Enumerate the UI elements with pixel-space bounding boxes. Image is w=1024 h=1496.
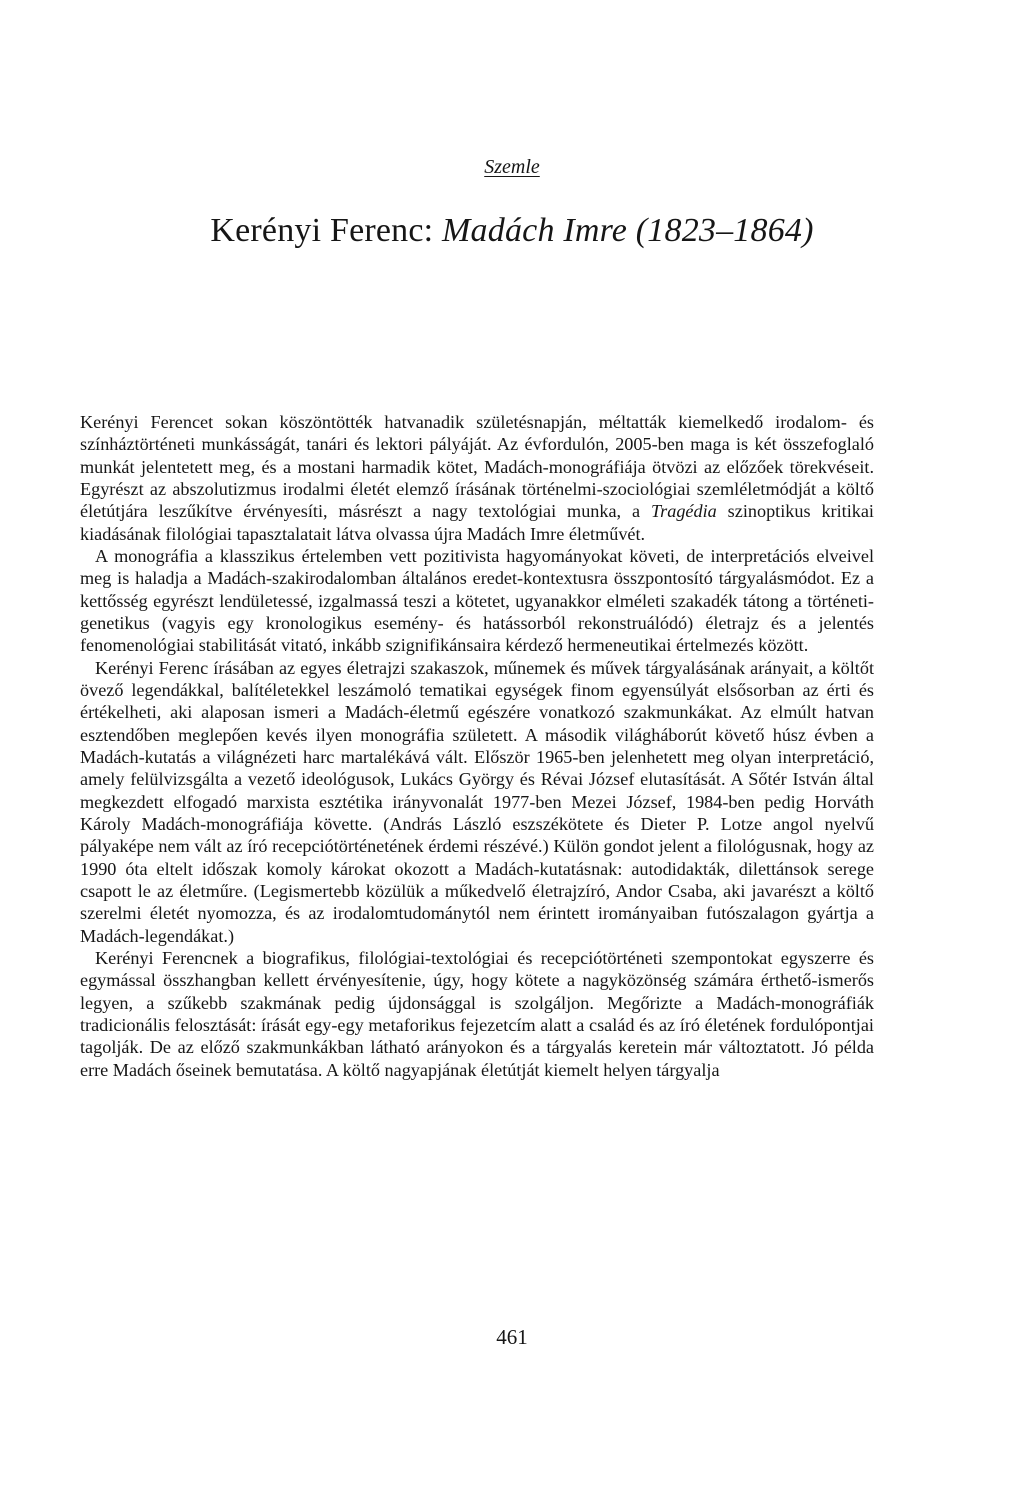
paragraph-1 (80, 411, 874, 545)
paragraph-1-part-2: szinoptikus kritikai kiadásának filológiai tapasztalatait látva olvassa újra Madách Imre életművét. (80, 501, 874, 544)
paragraph-2: A monográfia a klasszikus értelemben vett pozitivista hagyományokat követi, de interpretációs elveivel meg is haladja a Madách-szakirodalomban általános eredet-kontextusra összpontosító tárgyalásmódot. Ez a kettősség egyrészt lendületessé, izgalmassá teszi a kötetet, ugyanakkor elméleti szakadék tátong a történeti-genetikus (vagyis egy kronologikus esemény- és hatássorból rekonstruálódó) életrajz és a jelentés fenomenológiai stabilitását vitató, inkább szignifikánsaira kérdező hermeneutikai értelmezés között. (80, 545, 874, 656)
page-title (0, 212, 1024, 250)
paragraph-3: Kerényi Ferenc írásában az egyes életrajzi szakaszok, műnemek és művek tárgyalásának arányait, a költőt övező legendákkal, balítéletekkel leszámoló tematikai egységek finom egyensúlyát elsősorban az érti és értékelheti, aki alaposan ismeri a Madách-életmű egészére vonatkozó szakmunkákat. Az elmúlt hatvan esztendőben meglepően kevés ilyen monográfia született. A második világháborút követő húsz évben a Madách-kutatás a világnézeti harc martalékává vált. Először 1965-ben jelenhetett meg olyan interpretáció, amely felülvizsgálta a vezető ideológusok, Lukács György és Révai József elutasítását. A Sőtér István által megkezdett elfogadó marxista esztétika irányvonalát 1977-ben Mezei József, 1984-ben pedig Horváth Károly Madách-monográfiája követte. (András László eszszékötete és Dieter P. Lotze angol nyelvű pályaképe nem vált az író recepciótörténetének érdemi részévé.) Külön gondot jelent a filológusnak, hogy az 1990 óta eltelt időszak komoly károkat okozott a Madách-kutatásnak: autodidakták, dilettánsok serege csapott le az életműre. (Legismertebb közülük a műkedvelő életrajzíró, Andor Csaba, aki javarészt a költő szerelmi életét nyomozza, és az irodalomtudománytól nem érintett irományaiban futószalagon gyártja a Madách-legendákat.) (80, 657, 874, 946)
paragraph-4: Kerényi Ferencnek a biografikus, filológiai-textológiai és recepciótörténeti szempontokat egyszerre és egymással összhangban kellett érvényesítenie, úgy, hogy kötete a nagyközönség számára érthető-ismerős legyen, a szűkebb szakmának pedig újdonsággal is szolgáljon. Megőrizte a Madách-monográfiák tradicionális felosztását: írását egy-egy metaforikus fejezetcím alatt a család és az író életének fordulópontjai tagolják. De az előző szakmunkákban látható arányokon és a tárgyalás keretein már változtatott. Jó példa erre Madách őseinek bemutatása. A költő nagyapjának életútját kiemelt helyen tárgyalja (80, 947, 874, 1080)
page-number: 461 (496, 1325, 528, 1349)
paragraph-1-part-1: Kerényi Ferencet sokan köszöntötték hatvanadik születésnapján, méltatták kiemelkedő irodalom- és színháztörténeti munkásságát, tanári és lektori pályáját. Az évfordulón, 2005-ben maga is két összefoglaló munkát jelentetett meg, és a mostani harmadik kötet, Madách-monográfiája ötvözi az előzőek törekvéseit. Egyrészt az abszolutizmus irodalmi életét elemző írásának történelmi-szociológiai szemléletmódját a költő életútjára leszűkítve érvényesíti, másrészt a nagy textológiai munka, a (80, 412, 874, 522)
body-text (80, 411, 874, 1081)
paragraph-1-italic-title: Tragédia (651, 501, 717, 522)
title-work: Madách Imre (1823–1864) (442, 212, 814, 249)
title-author: Kerényi Ferenc: (210, 212, 434, 249)
section-label: Szemle (484, 156, 540, 178)
